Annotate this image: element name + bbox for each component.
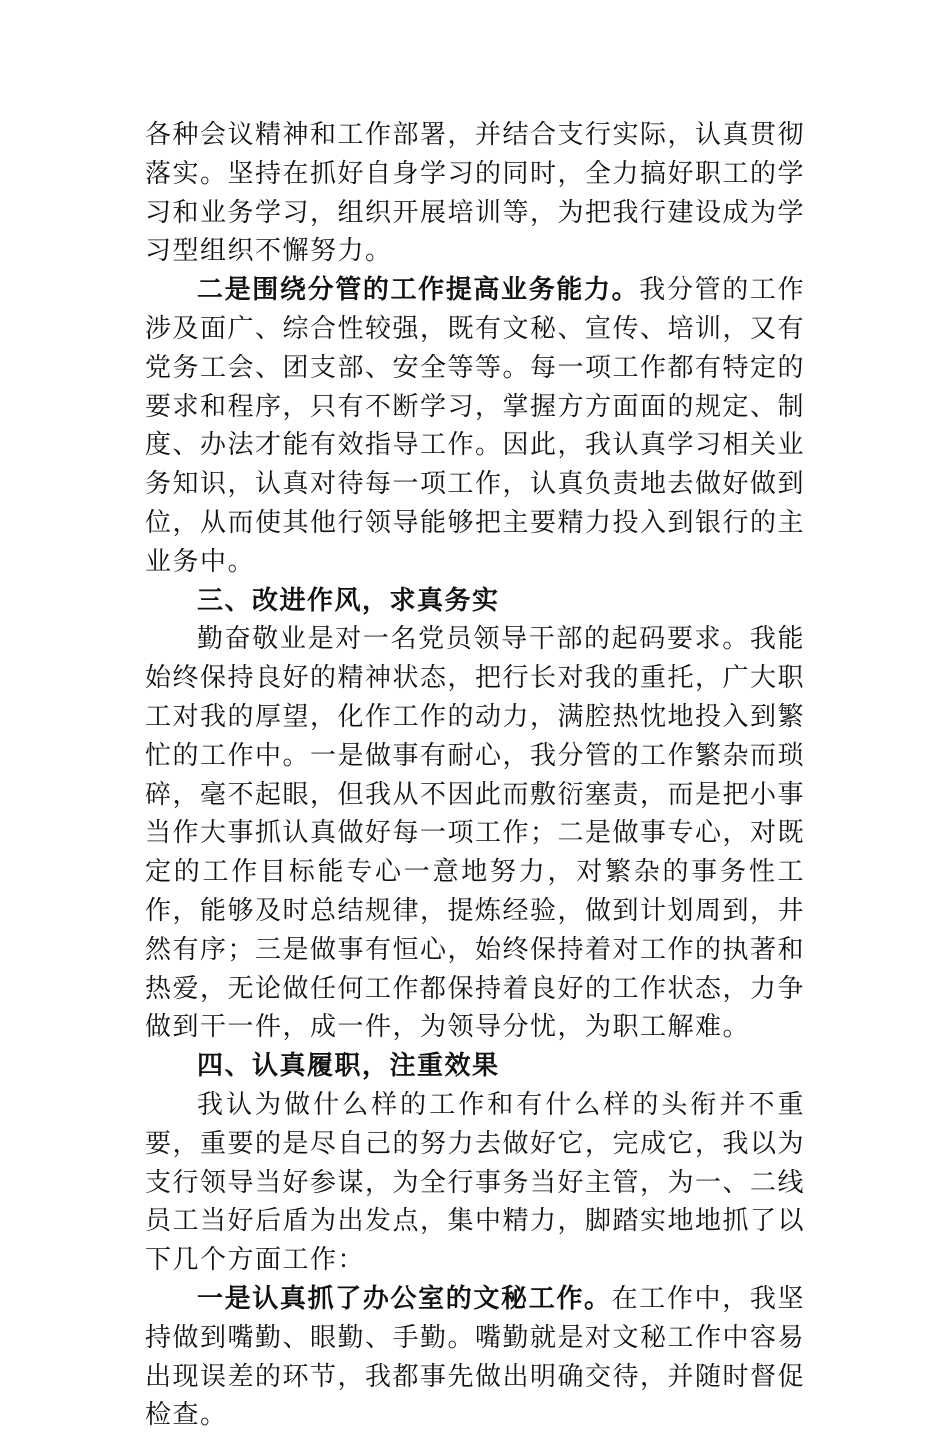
section-heading-3: 三、改进作风，求真务实 xyxy=(197,585,500,616)
paragraph-duties: 我认为做什么样的工作和有什么样的头衔并不重要，重要的是尽自己的努力去做好它，完成它，我以为支行领导当好参谋，为全行事务当好主管，为一、二线员工当好后盾为出发点，集中精力，脚踏实地地抓了以下几个方面工作： xyxy=(145,1089,806,1276)
paragraph-body-business-ability: 我分管的工作涉及面广、综合性较强，既有文秘、宣传、培训，又有党务工会、团支部、安全等等。每一项工作都有特定的要求和程序，只有不断学习，掌握方方面面的规定、制度、办法才能有效指导工作。因此，我认真学习相关业务知识，认真对待每一项工作，认真负责地去做好做到位，从而使其他行领导能够把主要精力投入到银行的主业务中。 xyxy=(145,275,806,577)
document-page xyxy=(145,116,805,1435)
paragraph-lead-secretarial-work: 一是认真抓了办公室的文秘工作。 xyxy=(197,1283,612,1314)
paragraph-lead-business-ability: 二是围绕分管的工作提高业务能力。 xyxy=(197,275,640,306)
paragraph-business-ability xyxy=(145,271,805,581)
section-heading-4: 四、认真履职，注重效果 xyxy=(197,1051,500,1082)
paragraph-body-secretarial-work: 在工作中，我坚持做到嘴勤、眼勤、手勤。嘴勤就是对文秘工作中容易出现误差的环节，我都事先做出明确交待，并随时督促检查。 xyxy=(145,1283,806,1431)
paragraph-study-continued: 各种会议精神和工作部署，并结合支行实际，认真贯彻落实。坚持在抓好自身学习的同时，全力搞好职工的学习和业务学习，组织开展培训等，为把我行建设成为学习型组织不懈努力。 xyxy=(145,120,806,267)
paragraph-secretarial-work xyxy=(145,1280,805,1435)
paragraph-work-style: 勤奋敬业是对一名党员领导干部的起码要求。我能始终保持良好的精神状态，把行长对我的重托，广大职工对我的厚望，化作工作的动力，满腔热忱地投入到繁忙的工作中。一是做事有耐心，我分管的工作繁杂而琐碎，毫不起眼，但我从不因此而敷衍塞责，而是把小事当作大事抓认真做好每一项工作；二是做事专心，对既定的工作目标能专心一意地努力，对繁杂的事务性工作，能够及时总结规律，提炼经验，做到计划周到，井然有序；三是做事有恒心，始终保持着对工作的执著和热爱，无论做任何工作都保持着良好的工作状态，力争做到干一件，成一件，为领导分忧，为职工解难。 xyxy=(145,624,806,1043)
